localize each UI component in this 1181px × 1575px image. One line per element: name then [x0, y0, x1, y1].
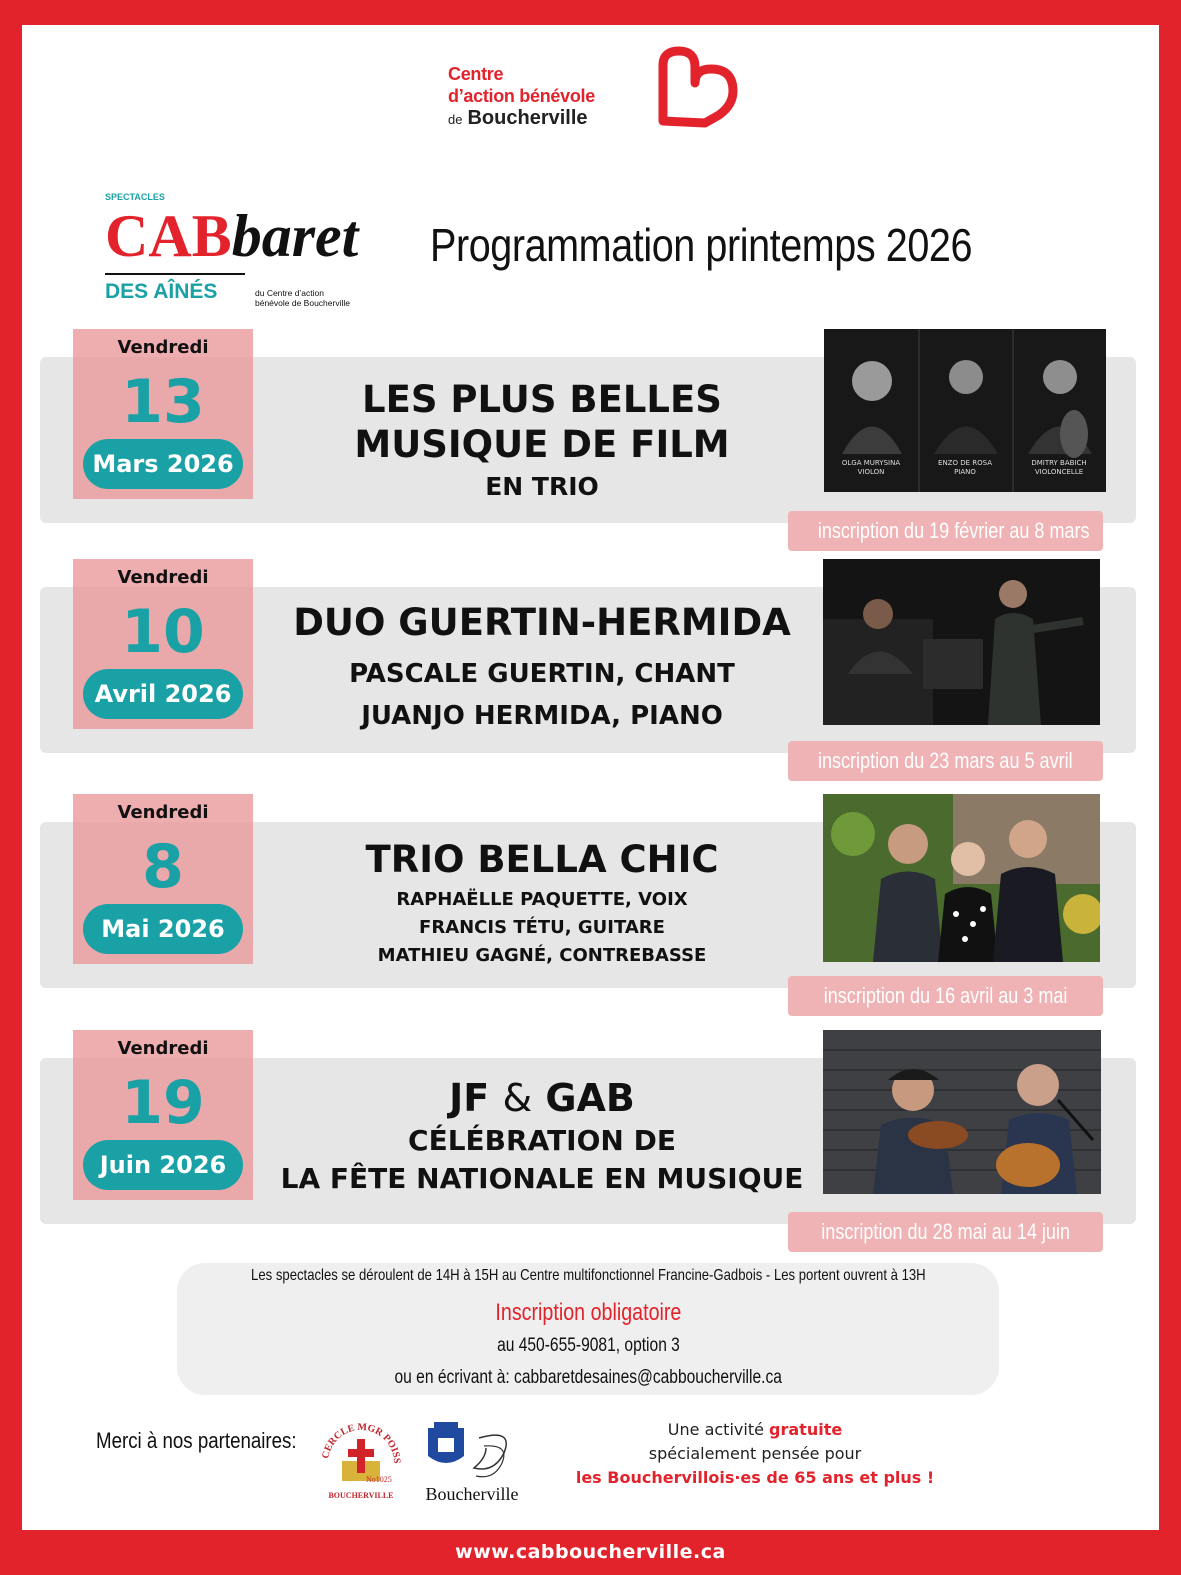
info-mandatory: Inscription obligatoire: [495, 1299, 681, 1326]
org-logo: [448, 35, 748, 130]
free-line3: les Bouchervillois·es de 65 ans et plus !: [575, 1468, 935, 1487]
cab-des-aines: DES AÎNÉS: [105, 280, 218, 303]
date-day-number: 10: [121, 597, 205, 667]
event-card: [0, 1030, 1181, 1244]
cab-sub-line1: du Centre d’action: [255, 288, 324, 298]
jf-gab-photo: [823, 1030, 1101, 1194]
cab-spectacles: SPECTACLES: [105, 192, 165, 202]
org-line1: Centre: [448, 64, 504, 84]
date-day-name: Vendredi: [117, 802, 209, 823]
registration-pill: [788, 976, 1103, 1016]
date-day-number: 8: [142, 832, 184, 902]
free-gratuite: gratuite: [769, 1420, 843, 1439]
boucherville-city-logo: [424, 1418, 520, 1510]
date-day-name: Vendredi: [117, 1038, 209, 1059]
date-card: [73, 794, 253, 964]
date-day-name: Vendredi: [117, 337, 209, 358]
free-line1: Une activité: [667, 1420, 764, 1439]
photo-caption-role: VIOLON: [857, 468, 885, 476]
trio-photo: [824, 329, 1106, 492]
date-card: [73, 559, 253, 729]
event-subtitle-line: FRANCIS TÉTU, GUITARE: [419, 917, 665, 938]
photo-caption-name: ENZO DE ROSA: [938, 459, 992, 467]
registration-text: inscription du 19 février au 8 mars: [817, 518, 1090, 543]
photo-caption-role: VIOLONCELLE: [1034, 468, 1084, 476]
event-subtitle-line: MATHIEU GAGNÉ, CONTREBASSE: [377, 945, 707, 966]
event-title-line: MUSIQUE DE FILM: [354, 423, 730, 466]
event-subtitle-line: LA FÊTE NATIONALE EN MUSIQUE: [280, 1162, 804, 1195]
svg-text:CERCLE MGR POISSANT: CERCLE MGR POISS: [320, 1421, 403, 1464]
org-line3-name: Boucherville: [467, 107, 588, 129]
date-month-pill: Mars 2026: [83, 439, 243, 489]
cabbaret-logo: [105, 192, 415, 317]
cercle-number: No1025: [366, 1475, 392, 1484]
cercle-mgr-poissant-logo: [318, 1415, 404, 1507]
event-title-part: JF: [449, 1076, 490, 1120]
page-title: Programmation printemps 2026: [430, 219, 973, 271]
org-line2: d’action bénévole: [448, 86, 595, 106]
date-month-pill: Juin 2026: [83, 1140, 243, 1190]
cab-underline: [105, 273, 245, 275]
photo-caption-name: DMITRY BABICH: [1031, 459, 1087, 467]
registration-pill: [788, 1212, 1103, 1252]
registration-pill: [788, 741, 1103, 781]
footer-url[interactable]: www.cabboucherville.ca: [455, 1541, 726, 1563]
info-phone: au 450-655-9081, option 3: [496, 1335, 680, 1356]
free-activity-note: [560, 1418, 950, 1490]
photo-caption-role: PIANO: [954, 468, 976, 476]
trio-bella-chic-photo: [823, 794, 1100, 962]
event-subtitle-line: JUANJO HERMIDA, PIANO: [361, 701, 723, 731]
duo-photo: [823, 559, 1100, 725]
org-line3-prefix: de: [448, 112, 463, 127]
city-logo-text: Boucherville: [425, 1484, 519, 1504]
registration-text: inscription du 28 mai au 14 juin: [821, 1219, 1070, 1244]
cab-sub-line2: bénévole de Boucherville: [255, 298, 350, 308]
cercle-city: BOUCHERVILLE: [328, 1491, 394, 1500]
date-day-number: 19: [121, 1068, 205, 1138]
free-line2: spécialement pensée pour: [648, 1444, 862, 1463]
event-card: [0, 794, 1181, 1008]
event-title-line: LES PLUS BELLES: [362, 378, 722, 421]
event-subtitle-line: PASCALE GUERTIN, CHANT: [349, 659, 735, 689]
event-title-amp: &: [502, 1076, 533, 1120]
event-subtitle-line: CÉLÉBRATION DE: [408, 1124, 676, 1157]
date-card: [73, 329, 253, 499]
date-month-pill: Avril 2026: [83, 669, 243, 719]
info-box: [177, 1263, 999, 1395]
date-month-pill: Mai 2026: [83, 904, 243, 954]
date-day-number: 13: [121, 367, 205, 437]
event-title-part: GAB: [545, 1076, 635, 1120]
photo-caption-name: OLGA MURYSINA: [841, 459, 901, 467]
event-card: [0, 329, 1181, 543]
registration-text: inscription du 16 avril au 3 mai: [823, 983, 1068, 1008]
info-email[interactable]: ou en écrivant à: cabbaretdesaines@cabboucherville.ca: [394, 1367, 782, 1388]
event-card: [0, 559, 1181, 773]
event-subtitle-line: EN TRIO: [485, 472, 599, 501]
date-day-name: Vendredi: [117, 567, 209, 588]
event-title-line: DUO GUERTIN-HERMIDA: [293, 601, 791, 644]
event-title-line: TRIO BELLA CHIC: [365, 838, 719, 881]
date-card: [73, 1030, 253, 1200]
event-subtitle-line: RAPHAËLLE PAQUETTE, VOIX: [396, 889, 688, 910]
registration-pill: [788, 511, 1103, 551]
baret-wordmark: baret: [231, 203, 359, 269]
info-schedule: Les spectacles se déroulent de 14H à 15H au Centre multifonctionnel Francine-Gadbois - Les portent ouvrent à 13H: [251, 1267, 926, 1284]
heart-logo-icon: [653, 43, 743, 128]
registration-text: inscription du 23 mars au 5 avril: [818, 748, 1073, 773]
partners-label: Merci à nos partenaires:: [96, 1428, 297, 1453]
cab-wordmark: CAB: [105, 203, 232, 269]
